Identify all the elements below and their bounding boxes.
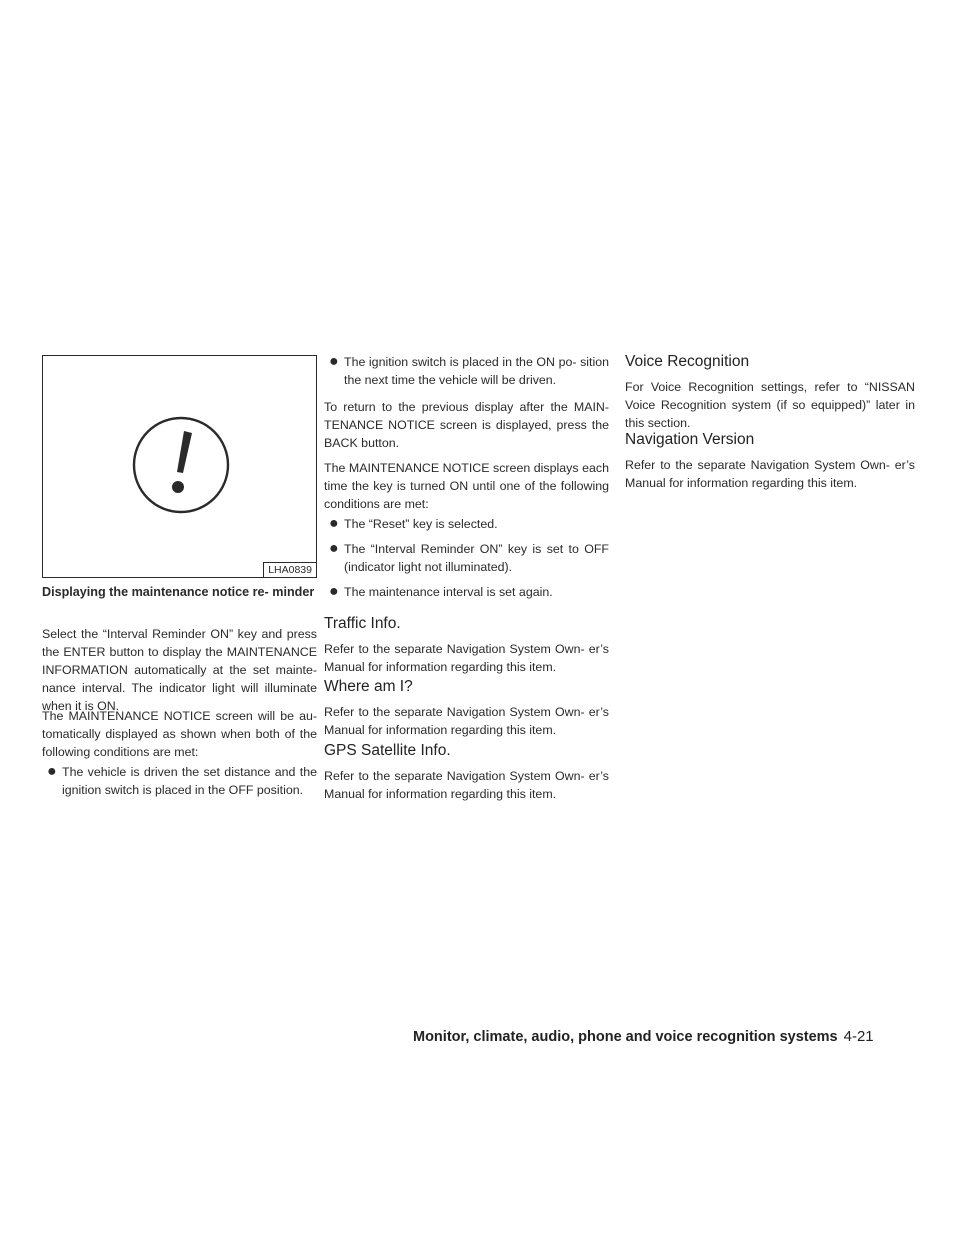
page-number: 4-21 [843,1028,874,1045]
bullet-icon: ● [329,353,339,370]
where-am-i-section [324,677,609,739]
section-title: GPS Satellite Info. [324,742,451,759]
list-item [324,583,609,601]
paragraph: Select the “Interval Reminder ON” key and press the ENTER button to display the MAINTENANCE INFORMATION automatically at the set mainte- nance interval. The indicator light will illuminate when it is ON. [42,627,317,713]
col1-p2-block [42,707,317,761]
list-item [324,353,609,389]
section-title: Traffic Info. [324,615,401,632]
figure-code: LHA0839 [263,562,316,577]
bullet-icon: ● [329,515,339,532]
section-title: Where am I? [324,678,413,695]
paragraph: Refer to the separate Navigation System Own- er’s Manual for information regarding this item. [324,769,609,801]
col1-p1-block [42,625,317,715]
navigation-version-section [625,430,915,492]
gps-satellite-section [324,741,609,803]
list-item-text: The ignition switch is placed in the ON po- sition the next time the vehicle will be driven. [344,355,609,387]
list-item-text: The vehicle is driven the set distance and the ignition switch is placed in the OFF position. [62,765,317,797]
bullet-icon: ● [47,763,57,780]
voice-recognition-section [625,352,915,432]
paragraph: For Voice Recognition settings, refer to “NISSAN Voice Recognition system (if so equipped)” later in this section. [625,380,915,430]
paragraph: Refer to the separate Navigation System Own- er’s Manual for information regarding this item. [625,458,915,490]
traffic-info-section [324,614,609,676]
paragraph: Refer to the separate Navigation System Own- er’s Manual for information regarding this item. [324,705,609,737]
section-title: Voice Recognition [625,353,750,370]
warning-figure [42,355,317,578]
bullet-icon: ● [329,540,339,557]
list-item-text: The maintenance interval is set again. [344,585,553,599]
col2-displays-block [324,459,609,513]
footer-section-title: Monitor, climate, audio, phone and voice recognition systems [413,1029,838,1045]
page-footer [413,1028,874,1045]
list-item [42,763,317,799]
col2-return-block [324,398,609,452]
section-title: Navigation Version [625,431,755,448]
section-heading: Displaying the maintenance notice re- minder [42,585,315,599]
list-item-text: The “Interval Reminder ON” key is set to OFF (indicator light not illuminated). [344,542,609,574]
paragraph: The MAINTENANCE NOTICE screen will be au- tomatically displayed as shown when both of the following conditions are met: [42,709,317,759]
paragraph: Refer to the separate Navigation System Own- er’s Manual for information regarding this item. [324,642,609,674]
list-item [324,515,609,533]
paragraph: To return to the previous display after the MAIN- TENANCE NOTICE screen is displayed, press the BACK button. [324,400,609,450]
exclamation-circle-icon [131,415,231,515]
paragraph: The MAINTENANCE NOTICE screen displays each time the key is turned ON until one of the following conditions are met: [324,461,609,511]
list-item [324,540,609,576]
bullet-icon: ● [329,583,339,600]
col1-heading-block [42,583,317,601]
list-item-text: The “Reset” key is selected. [344,517,498,531]
